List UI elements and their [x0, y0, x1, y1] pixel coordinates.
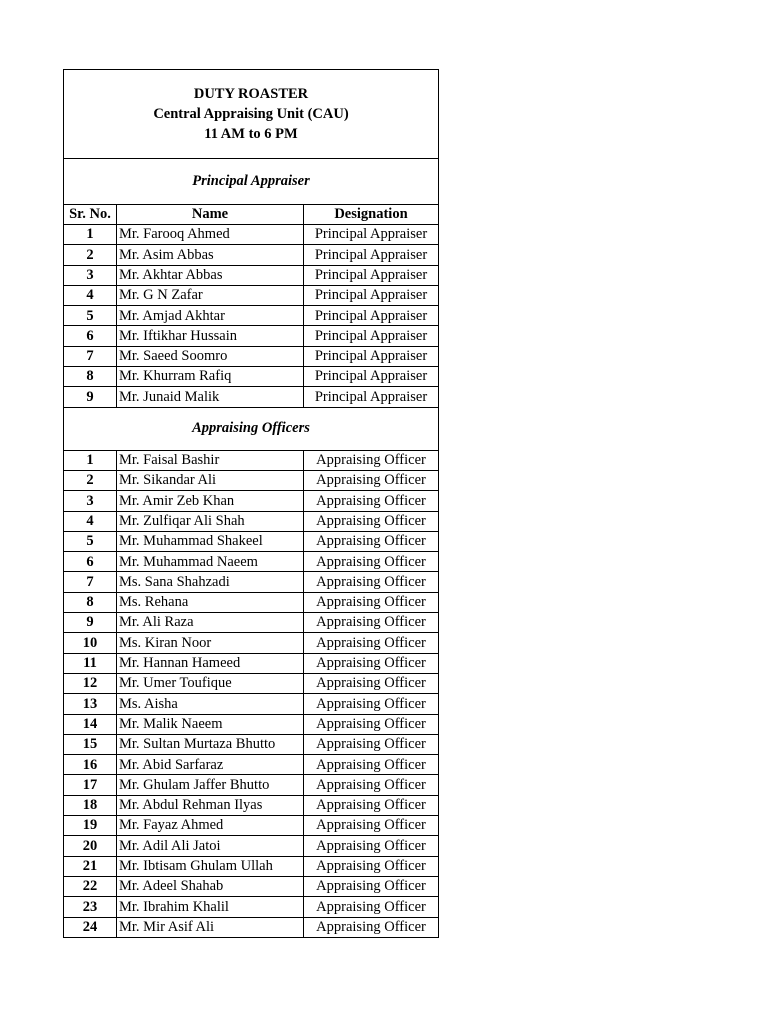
unit-name: Central Appraising Unit (CAU)	[153, 106, 349, 122]
cell-designation: Appraising Officer	[304, 572, 439, 592]
cell-sr-number: 8	[64, 367, 117, 387]
cell-sr-number: 14	[64, 714, 117, 734]
cell-name: Mr. Zulfiqar Ali Shah	[117, 511, 304, 531]
cell-name: Mr. Ibrahim Khalil	[117, 897, 304, 917]
cell-designation: Appraising Officer	[304, 470, 439, 490]
table-row	[64, 714, 439, 734]
cell-designation: Principal Appraiser	[304, 285, 439, 305]
cell-sr-number: 9	[64, 613, 117, 633]
cell-designation: Principal Appraiser	[304, 326, 439, 346]
cell-name: Mr. Hannan Hameed	[117, 653, 304, 673]
cell-sr-number: 19	[64, 816, 117, 836]
cell-sr-number: 9	[64, 387, 117, 407]
cell-name: Mr. Junaid Malik	[117, 387, 304, 407]
cell-sr-number: 16	[64, 755, 117, 775]
cell-name: Mr. Malik Naeem	[117, 714, 304, 734]
cell-designation: Principal Appraiser	[304, 387, 439, 407]
table-row	[64, 876, 439, 896]
table-row	[64, 552, 439, 572]
cell-name: Mr. Mir Asif Ali	[117, 917, 304, 937]
cell-name: Ms. Kiran Noor	[117, 633, 304, 653]
cell-name: Mr. Farooq Ahmed	[117, 225, 304, 245]
cell-sr-number: 18	[64, 795, 117, 815]
cell-designation: Appraising Officer	[304, 714, 439, 734]
cell-designation: Appraising Officer	[304, 552, 439, 572]
cell-sr-number: 3	[64, 265, 117, 285]
cell-designation: Appraising Officer	[304, 897, 439, 917]
cell-sr-number: 6	[64, 552, 117, 572]
duty-hours: 11 AM to 6 PM	[204, 126, 298, 142]
cell-sr-number: 2	[64, 470, 117, 490]
table-row	[64, 387, 439, 407]
cell-designation: Appraising Officer	[304, 673, 439, 693]
table-row	[64, 653, 439, 673]
cell-name: Mr. Akhtar Abbas	[117, 265, 304, 285]
table-row	[64, 491, 439, 511]
title-row	[64, 70, 439, 159]
cell-designation: Appraising Officer	[304, 633, 439, 653]
cell-sr-number: 8	[64, 592, 117, 612]
table-row	[64, 470, 439, 490]
roster-body	[64, 70, 439, 938]
section-row-principal	[64, 159, 439, 205]
table-row	[64, 225, 439, 245]
table-row	[64, 694, 439, 714]
section-title-officers: Appraising Officers	[64, 407, 439, 450]
cell-name: Ms. Rehana	[117, 592, 304, 612]
cell-sr-number: 13	[64, 694, 117, 714]
cell-name: Mr. Umer Toufique	[117, 673, 304, 693]
cell-designation: Appraising Officer	[304, 775, 439, 795]
table-row	[64, 531, 439, 551]
cell-sr-number: 22	[64, 876, 117, 896]
cell-designation: Principal Appraiser	[304, 225, 439, 245]
cell-sr-number: 7	[64, 572, 117, 592]
cell-sr-number: 24	[64, 917, 117, 937]
cell-designation: Appraising Officer	[304, 876, 439, 896]
cell-designation: Appraising Officer	[304, 511, 439, 531]
cell-sr-number: 2	[64, 245, 117, 265]
cell-designation: Appraising Officer	[304, 917, 439, 937]
table-row	[64, 917, 439, 937]
cell-designation: Appraising Officer	[304, 653, 439, 673]
table-row	[64, 775, 439, 795]
table-row	[64, 572, 439, 592]
table-row	[64, 816, 439, 836]
cell-name: Mr. Fayaz Ahmed	[117, 816, 304, 836]
column-header-designation: Designation	[304, 205, 439, 225]
title-block	[64, 70, 439, 159]
table-row	[64, 856, 439, 876]
table-row	[64, 592, 439, 612]
cell-sr-number: 20	[64, 836, 117, 856]
table-row	[64, 897, 439, 917]
cell-name: Mr. Sikandar Ali	[117, 470, 304, 490]
table-row	[64, 795, 439, 815]
cell-sr-number: 11	[64, 653, 117, 673]
cell-sr-number: 7	[64, 346, 117, 366]
cell-name: Ms. Aisha	[117, 694, 304, 714]
cell-designation: Appraising Officer	[304, 856, 439, 876]
table-row	[64, 836, 439, 856]
cell-designation: Appraising Officer	[304, 755, 439, 775]
table-row	[64, 265, 439, 285]
cell-designation: Principal Appraiser	[304, 367, 439, 387]
document-title: DUTY ROASTER	[193, 86, 309, 102]
cell-sr-number: 4	[64, 285, 117, 305]
cell-sr-number: 10	[64, 633, 117, 653]
cell-name: Mr. Khurram Rafiq	[117, 367, 304, 387]
table-row	[64, 613, 439, 633]
cell-designation: Appraising Officer	[304, 450, 439, 470]
cell-name: Mr. Muhammad Shakeel	[117, 531, 304, 551]
table-row	[64, 450, 439, 470]
cell-name: Mr. Iftikhar Hussain	[117, 326, 304, 346]
table-row	[64, 511, 439, 531]
cell-designation: Appraising Officer	[304, 836, 439, 856]
cell-designation: Appraising Officer	[304, 795, 439, 815]
cell-designation: Appraising Officer	[304, 531, 439, 551]
duty-roster-table	[63, 69, 439, 938]
cell-name: Mr. Adeel Shahab	[117, 876, 304, 896]
cell-designation: Principal Appraiser	[304, 265, 439, 285]
cell-name: Mr. G N Zafar	[117, 285, 304, 305]
cell-designation: Principal Appraiser	[304, 306, 439, 326]
cell-name: Ms. Sana Shahzadi	[117, 572, 304, 592]
table-row	[64, 633, 439, 653]
cell-name: Mr. Ali Raza	[117, 613, 304, 633]
cell-name: Mr. Amir Zeb Khan	[117, 491, 304, 511]
column-header-sr: Sr. No.	[64, 205, 117, 225]
table-row	[64, 245, 439, 265]
cell-name: Mr. Amjad Akhtar	[117, 306, 304, 326]
table-row	[64, 755, 439, 775]
cell-name: Mr. Adil Ali Jatoi	[117, 836, 304, 856]
cell-designation: Appraising Officer	[304, 491, 439, 511]
column-header-name: Name	[117, 205, 304, 225]
cell-designation: Appraising Officer	[304, 734, 439, 754]
table-row	[64, 673, 439, 693]
cell-designation: Appraising Officer	[304, 613, 439, 633]
cell-name: Mr. Abid Sarfaraz	[117, 755, 304, 775]
cell-sr-number: 4	[64, 511, 117, 531]
cell-sr-number: 1	[64, 450, 117, 470]
cell-name: Mr. Ghulam Jaffer Bhutto	[117, 775, 304, 795]
cell-sr-number: 15	[64, 734, 117, 754]
cell-name: Mr. Asim Abbas	[117, 245, 304, 265]
table-row	[64, 306, 439, 326]
cell-sr-number: 5	[64, 531, 117, 551]
column-header-row	[64, 205, 439, 225]
cell-name: Mr. Saeed Soomro	[117, 346, 304, 366]
cell-name: Mr. Faisal Bashir	[117, 450, 304, 470]
cell-designation: Appraising Officer	[304, 816, 439, 836]
cell-sr-number: 3	[64, 491, 117, 511]
cell-designation: Principal Appraiser	[304, 245, 439, 265]
cell-sr-number: 17	[64, 775, 117, 795]
table-row	[64, 326, 439, 346]
cell-sr-number: 21	[64, 856, 117, 876]
cell-sr-number: 1	[64, 225, 117, 245]
cell-name: Mr. Ibtisam Ghulam Ullah	[117, 856, 304, 876]
table-row	[64, 367, 439, 387]
cell-sr-number: 12	[64, 673, 117, 693]
table-row	[64, 734, 439, 754]
table-row	[64, 285, 439, 305]
cell-designation: Appraising Officer	[304, 592, 439, 612]
cell-sr-number: 6	[64, 326, 117, 346]
cell-name: Mr. Abdul Rehman Ilyas	[117, 795, 304, 815]
cell-designation: Appraising Officer	[304, 694, 439, 714]
cell-sr-number: 5	[64, 306, 117, 326]
cell-name: Mr. Sultan Murtaza Bhutto	[117, 734, 304, 754]
cell-name: Mr. Muhammad Naeem	[117, 552, 304, 572]
cell-sr-number: 23	[64, 897, 117, 917]
section-row-officers	[64, 407, 439, 450]
cell-designation: Principal Appraiser	[304, 346, 439, 366]
table-row	[64, 346, 439, 366]
section-title-principal: Principal Appraiser	[64, 159, 439, 205]
